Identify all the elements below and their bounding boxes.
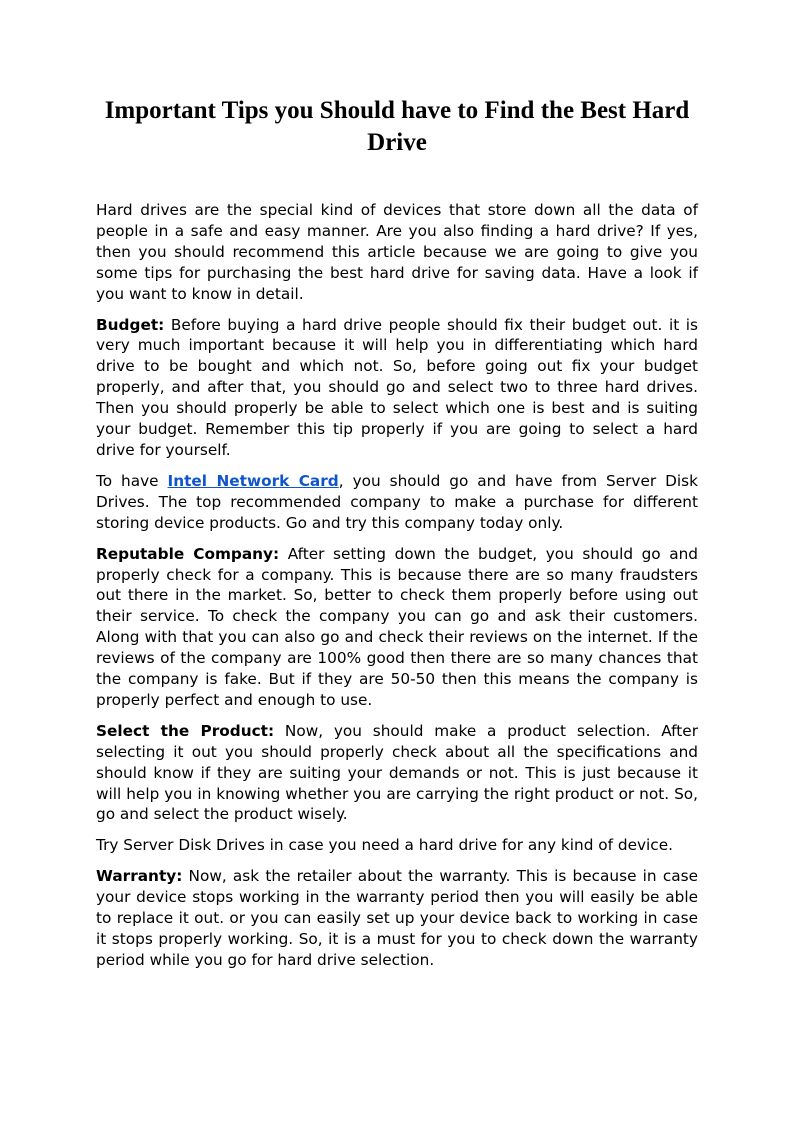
warranty-heading: Warranty: <box>96 867 183 886</box>
article-body <box>96 200 698 981</box>
warranty-paragraph <box>96 866 698 971</box>
budget-text: Before buying a hard drive people should fix their budget out. it is very much important because it will help you in differentiating which hard drive to be bought and which not. So, before going out fix your budget properly, and after that, you should go and select two to three hard drives. Then you should properly be able to select which one is best and is suiting your budget. Remember this tip properly if you are going to select a hard drive for yourself. <box>96 315 698 459</box>
intro-paragraph: Hard drives are the special kind of devices that store down all the data of people in a safe and easy manner. Are you also finding a hard drive? If yes, then you should recommend this article because we are going to give you some tips for purchasing the best hard drive for saving data. Have a look if you want to know in detail. <box>96 201 698 303</box>
reputable-heading: Reputable Company: <box>96 544 280 563</box>
try-paragraph: Try Server Disk Drives in case you need a hard drive for any kind of device. <box>96 836 673 855</box>
select-product-paragraph <box>96 721 698 826</box>
intel-network-card-link[interactable]: Intel Network Card <box>167 471 339 490</box>
select-product-heading: Select the Product: <box>96 721 275 740</box>
warranty-text: Now, ask the retailer about the warranty. This is because in case your device stops working in the warranty period then you will easily be able to replace it out. or you can easily set up your device back to working in case it stops properly working. So, it is a must for you to check down the warranty period while you go for hard drive selection. <box>96 867 698 969</box>
budget-heading: Budget: <box>96 315 165 334</box>
budget-paragraph <box>96 315 698 461</box>
page-title: Important Tips you Should have to Find the Best Hard Drive <box>104 97 690 156</box>
intel-paragraph <box>96 471 698 534</box>
reputable-paragraph <box>96 544 698 711</box>
reputable-text: After setting down the budget, you should go and properly check for a company. This is because there are so many fraudsters out there in the market. So, better to check them properly before using out their service. To check the company you can go and ask their customers. Along with that you can also go and check their reviews on the internet. If the reviews of the company are 100% good then there are so many chances that the company is fake. But if they are 50-50 then this means the company is properly perfect and enough to use. <box>96 544 698 709</box>
intel-text-after: , you should go and have from Server Disk Drives. The top recommended company to make a purchase for different storing device products. Go and try this company today only. <box>96 471 698 532</box>
intel-text-before: To have <box>96 471 168 490</box>
select-product-text: Now, you should make a product selection. After selecting it out you should properly check about all the specifications and should know if they are suiting your demands or not. This is just because it will help you in knowing whether you are carrying the right product or not. So, go and select the product wisely. <box>96 721 698 824</box>
